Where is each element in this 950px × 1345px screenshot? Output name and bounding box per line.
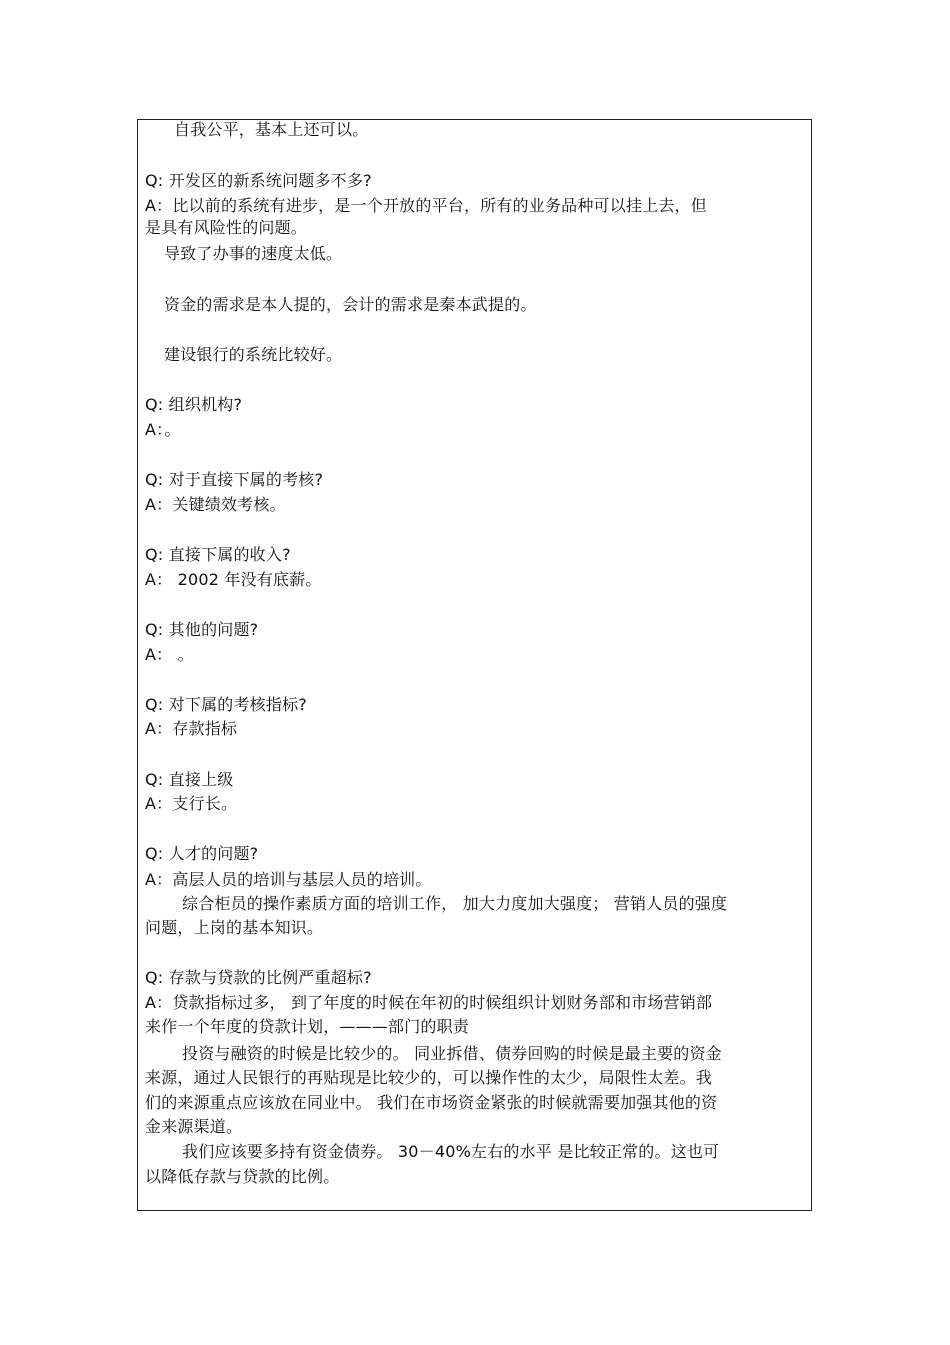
text-line: 我们应该要多持有资金债券。 30－40%左右的水平 是比较正常的。这也可: [182, 1142, 720, 1161]
question-line: Q: 对于直接下属的考核?: [145, 470, 324, 489]
question-line: Q: 人才的问题?: [145, 844, 259, 863]
answer-line: A：贷款指标过多， 到了年度的时候在年初的时候组织计划财务部和市场营销部: [145, 993, 713, 1012]
answer-line: A： 2002 年没有底薪。: [145, 570, 322, 589]
text-line: 来源，通过人民银行的再贴现是比较少的，可以操作性的太少，局限性太差。我: [145, 1068, 713, 1087]
answer-line: A：支行长。: [145, 794, 238, 813]
text-line: 来作一个年度的贷款计划，———部门的职责: [145, 1017, 470, 1036]
question-line: Q: 其他的问题?: [145, 620, 259, 639]
question-line: Q: 存款与贷款的比例严重超标?: [145, 968, 372, 987]
text-line: 以降低存款与贷款的比例。: [145, 1167, 340, 1186]
question-line: Q: 开发区的新系统问题多不多?: [145, 171, 372, 190]
text-line: 资金的需求是本人提的，会计的需求是秦本武提的。: [164, 295, 537, 314]
text-line: 自我公平，基本上还可以。: [174, 120, 369, 139]
text-line: 投资与融资的时候是比较少的。 同业拆借、债券回购的时候是最主要的资金: [182, 1044, 722, 1063]
answer-line: A：高层人员的培训与基层人员的培训。: [145, 870, 432, 889]
document-frame: [137, 119, 812, 1211]
answer-line: A：关键绩效考核。: [145, 495, 286, 514]
answer-line: A： 。: [145, 645, 194, 664]
question-line: Q: 直接下属的收入?: [145, 545, 291, 564]
text-line: 导致了办事的速度太低。: [164, 244, 343, 263]
text-line: 是具有风险性的问题。: [145, 218, 308, 237]
answer-line: A：比以前的系统有进步，是一个开放的平台，所有的业务品种可以挂上去，但: [145, 196, 707, 215]
text-line: 金来源渠道。: [145, 1117, 243, 1136]
question-line: Q: 直接上级: [145, 770, 234, 789]
question-line: Q: 组织机构?: [145, 395, 243, 414]
text-line: 建设银行的系统比较好。: [164, 345, 343, 364]
answer-line: A：存款指标: [145, 719, 238, 738]
question-line: Q: 对下属的考核指标?: [145, 695, 307, 714]
answer-line: A：。: [145, 420, 181, 439]
text-line: 综合柜员的操作素质方面的培训工作， 加大力度加大强度； 营销人员的强度: [182, 894, 728, 913]
text-line: 们的来源重点应该放在同业中。 我们在市场资金紧张的时候就需要加强其他的资: [145, 1093, 718, 1112]
text-line: 问题，上岗的基本知识。: [145, 918, 324, 937]
